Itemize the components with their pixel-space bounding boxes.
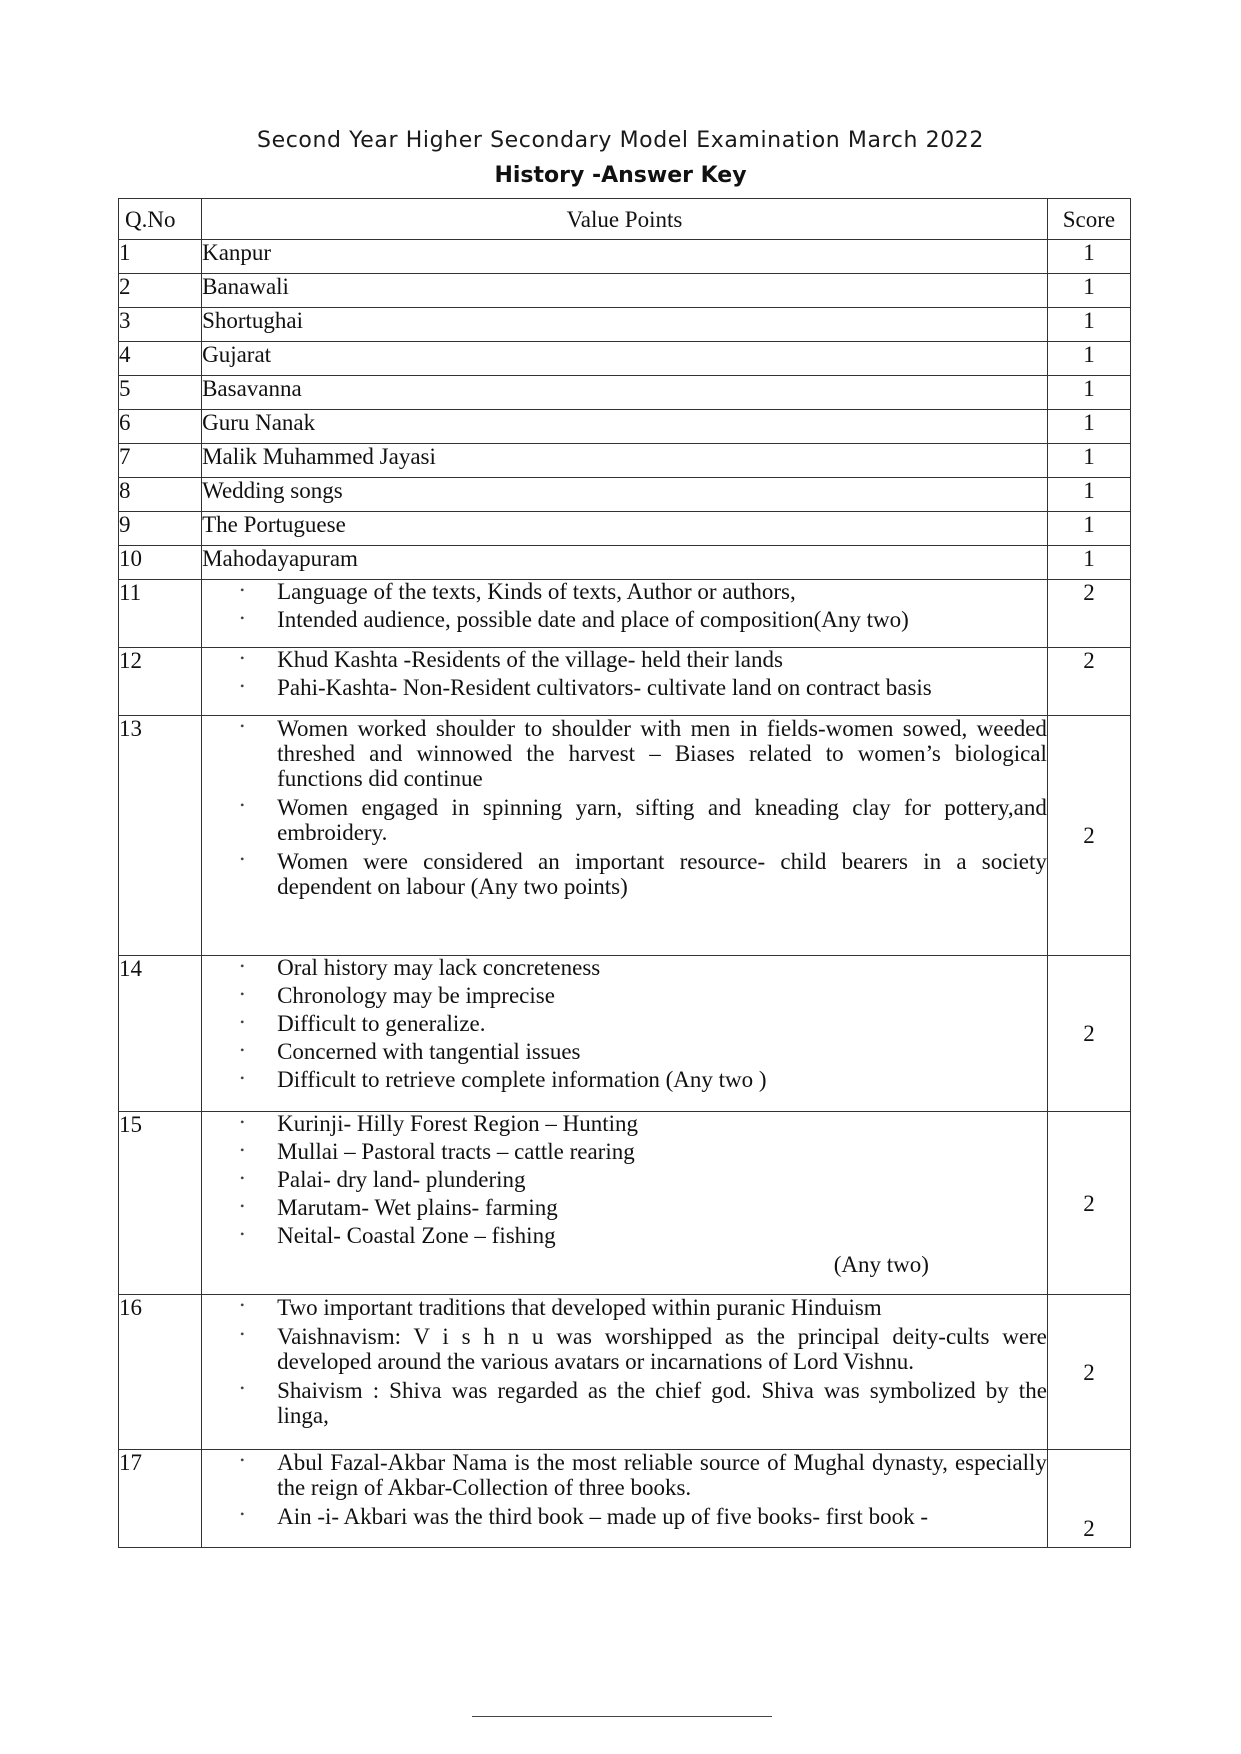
bullet-icon: • — [240, 852, 245, 866]
footer-divider — [472, 1716, 772, 1717]
bullet-icon: • — [240, 1071, 245, 1085]
table-row — [119, 956, 1131, 1112]
bullet-icon: • — [240, 1507, 245, 1521]
answer-text: Mahodayapuram — [202, 546, 1048, 580]
value-point: • Marutam- Wet plains- farming — [240, 1195, 558, 1220]
bullet-icon: • — [240, 611, 245, 625]
question-number: 10 — [119, 546, 202, 580]
bullet-icon: • — [240, 1043, 245, 1057]
bullet-icon: • — [240, 1327, 245, 1341]
answer-text: The Portuguese — [202, 512, 1048, 546]
bullet-icon: • — [240, 719, 245, 733]
score-value: 1 — [1047, 240, 1130, 274]
question-number: 15 — [119, 1112, 202, 1295]
score-value: 1 — [1047, 376, 1130, 410]
question-number: 4 — [119, 342, 202, 376]
bullet-icon: • — [240, 959, 245, 973]
column-header-score: Score — [1047, 199, 1130, 240]
table-row — [119, 1295, 1131, 1450]
value-point: • Mullai – Pastoral tracts – cattle rearing — [240, 1139, 635, 1164]
value-point: • Shaivism : Shiva was regarded as the chief god. Shiva was symbolized by the linga, — [240, 1378, 1047, 1428]
question-number: 8 — [119, 478, 202, 512]
answer-text: Kanpur — [202, 240, 1048, 274]
bullet-icon: • — [240, 1298, 245, 1312]
score-value: 1 — [1047, 410, 1130, 444]
value-point: • Abul Fazal-Akbar Nama is the most reliable source of Mughal dynasty, especially the reign of Akbar-Collection of three books. — [240, 1450, 1047, 1500]
value-point: • Vaishnavism: V i s h n u was worshipped as the principal deity-cults were developed around the various avatars or incarnations of Lord Vishnu. — [240, 1324, 1047, 1374]
value-point: • Two important traditions that developed within puranic Hinduism — [240, 1295, 882, 1320]
score-value: 1 — [1047, 512, 1130, 546]
question-number: 11 — [119, 580, 202, 648]
bullet-icon: • — [240, 1171, 245, 1185]
bullet-icon: • — [240, 651, 245, 665]
value-point: • Ain -i- Akbari was the third book – made up of five books- first book - — [240, 1504, 928, 1529]
exam-title: Second Year Higher Secondary Model Examination March 2022 — [257, 128, 984, 153]
bullet-icon: • — [240, 1143, 245, 1157]
question-number: 3 — [119, 308, 202, 342]
value-point: • Women worked shoulder to shoulder with men in fields-women sowed, weeded threshed and winnowed the harvest – Biases related to women’s biological functions did continue — [240, 716, 1047, 791]
value-point: • Kurinji- Hilly Forest Region – Hunting — [240, 1111, 639, 1136]
value-point: • Difficult to retrieve complete information (Any two ) — [240, 1067, 767, 1092]
table-row — [119, 410, 1131, 444]
question-number: 5 — [119, 376, 202, 410]
table-row — [119, 274, 1131, 308]
table-row — [119, 512, 1131, 546]
score-value: 1 — [1047, 444, 1130, 478]
answer-text: Guru Nanak — [202, 410, 1048, 444]
value-point: • Pahi-Kashta- Non-Resident cultivators- cultivate land on contract basis — [240, 675, 932, 700]
value-point: • Intended audience, possible date and place of composition(Any two) — [240, 607, 909, 632]
answer-text: Gujarat — [202, 342, 1048, 376]
answer-key-subtitle: History -Answer Key — [494, 163, 747, 188]
question-number: 12 — [119, 648, 202, 716]
bullet-icon: • — [240, 1015, 245, 1029]
bullet-icon: • — [240, 1381, 245, 1395]
answer-text: Basavanna — [202, 376, 1048, 410]
value-point: • Women engaged in spinning yarn, sifting and kneading clay for pottery,and embroidery. — [240, 795, 1047, 845]
score-value: 2 — [1047, 580, 1130, 648]
value-point: • Palai- dry land- plundering — [240, 1167, 526, 1192]
value-point: • Neital- Coastal Zone – fishing — [240, 1223, 556, 1248]
bullet-icon: • — [240, 1453, 245, 1467]
bullet-icon: • — [240, 798, 245, 812]
bullet-icon: • — [240, 987, 245, 1001]
score-value: 2 — [1047, 1295, 1130, 1450]
score-value: 2 — [1047, 648, 1130, 716]
value-point: • Women were considered an important resource- child bearers in a society dependent on labour (Any two points) — [240, 849, 1047, 899]
table-row — [119, 648, 1131, 716]
value-point: • Oral history may lack concreteness — [240, 955, 601, 980]
question-number: 2 — [119, 274, 202, 308]
table-row — [119, 342, 1131, 376]
table-row — [119, 308, 1131, 342]
score-value: 2 — [1047, 956, 1130, 1112]
value-point: • Concerned with tangential issues — [240, 1039, 581, 1064]
question-number: 13 — [119, 716, 202, 956]
table-row — [119, 580, 1131, 648]
table-row — [119, 478, 1131, 512]
bullet-icon: • — [240, 583, 245, 597]
table-row — [119, 716, 1131, 956]
bullet-icon: • — [240, 1199, 245, 1213]
question-number: 17 — [119, 1450, 202, 1548]
column-header-value-points: Value Points — [202, 199, 1048, 240]
table-row — [119, 1450, 1131, 1548]
table-row — [119, 546, 1131, 580]
score-value: 1 — [1047, 342, 1130, 376]
score-value: 1 — [1047, 546, 1130, 580]
question-number: 16 — [119, 1295, 202, 1450]
bullet-icon: • — [240, 679, 245, 693]
bullet-icon: • — [240, 1115, 245, 1129]
value-point: • Khud Kashta -Residents of the village- held their lands — [240, 647, 783, 672]
score-value: 1 — [1047, 274, 1130, 308]
value-point: • Chronology may be imprecise — [240, 983, 555, 1008]
table-row — [119, 240, 1131, 274]
table-header-row — [119, 199, 1131, 240]
value-point: • Difficult to generalize. — [240, 1011, 486, 1036]
bullet-icon: • — [240, 1227, 245, 1241]
question-number: 7 — [119, 444, 202, 478]
any-two-note: (Any two) — [833, 1252, 929, 1277]
answer-text: Shortughai — [202, 308, 1048, 342]
score-value: 1 — [1047, 308, 1130, 342]
answer-text: Wedding songs — [202, 478, 1048, 512]
score-value: 1 — [1047, 478, 1130, 512]
answer-key-table — [118, 198, 1131, 1548]
column-header-qno: Q.No — [119, 199, 202, 240]
table-row — [119, 444, 1131, 478]
question-number: 14 — [119, 956, 202, 1112]
table-row — [119, 1112, 1131, 1295]
answer-text: Banawali — [202, 274, 1048, 308]
question-number: 1 — [119, 240, 202, 274]
score-value: 2 — [1047, 1450, 1130, 1548]
answer-text: Malik Muhammed Jayasi — [202, 444, 1048, 478]
question-number: 9 — [119, 512, 202, 546]
value-point: • Language of the texts, Kinds of texts, Author or authors, — [240, 579, 796, 604]
question-number: 6 — [119, 410, 202, 444]
score-value: 2 — [1047, 716, 1130, 956]
score-value: 2 — [1047, 1112, 1130, 1295]
table-row — [119, 376, 1131, 410]
